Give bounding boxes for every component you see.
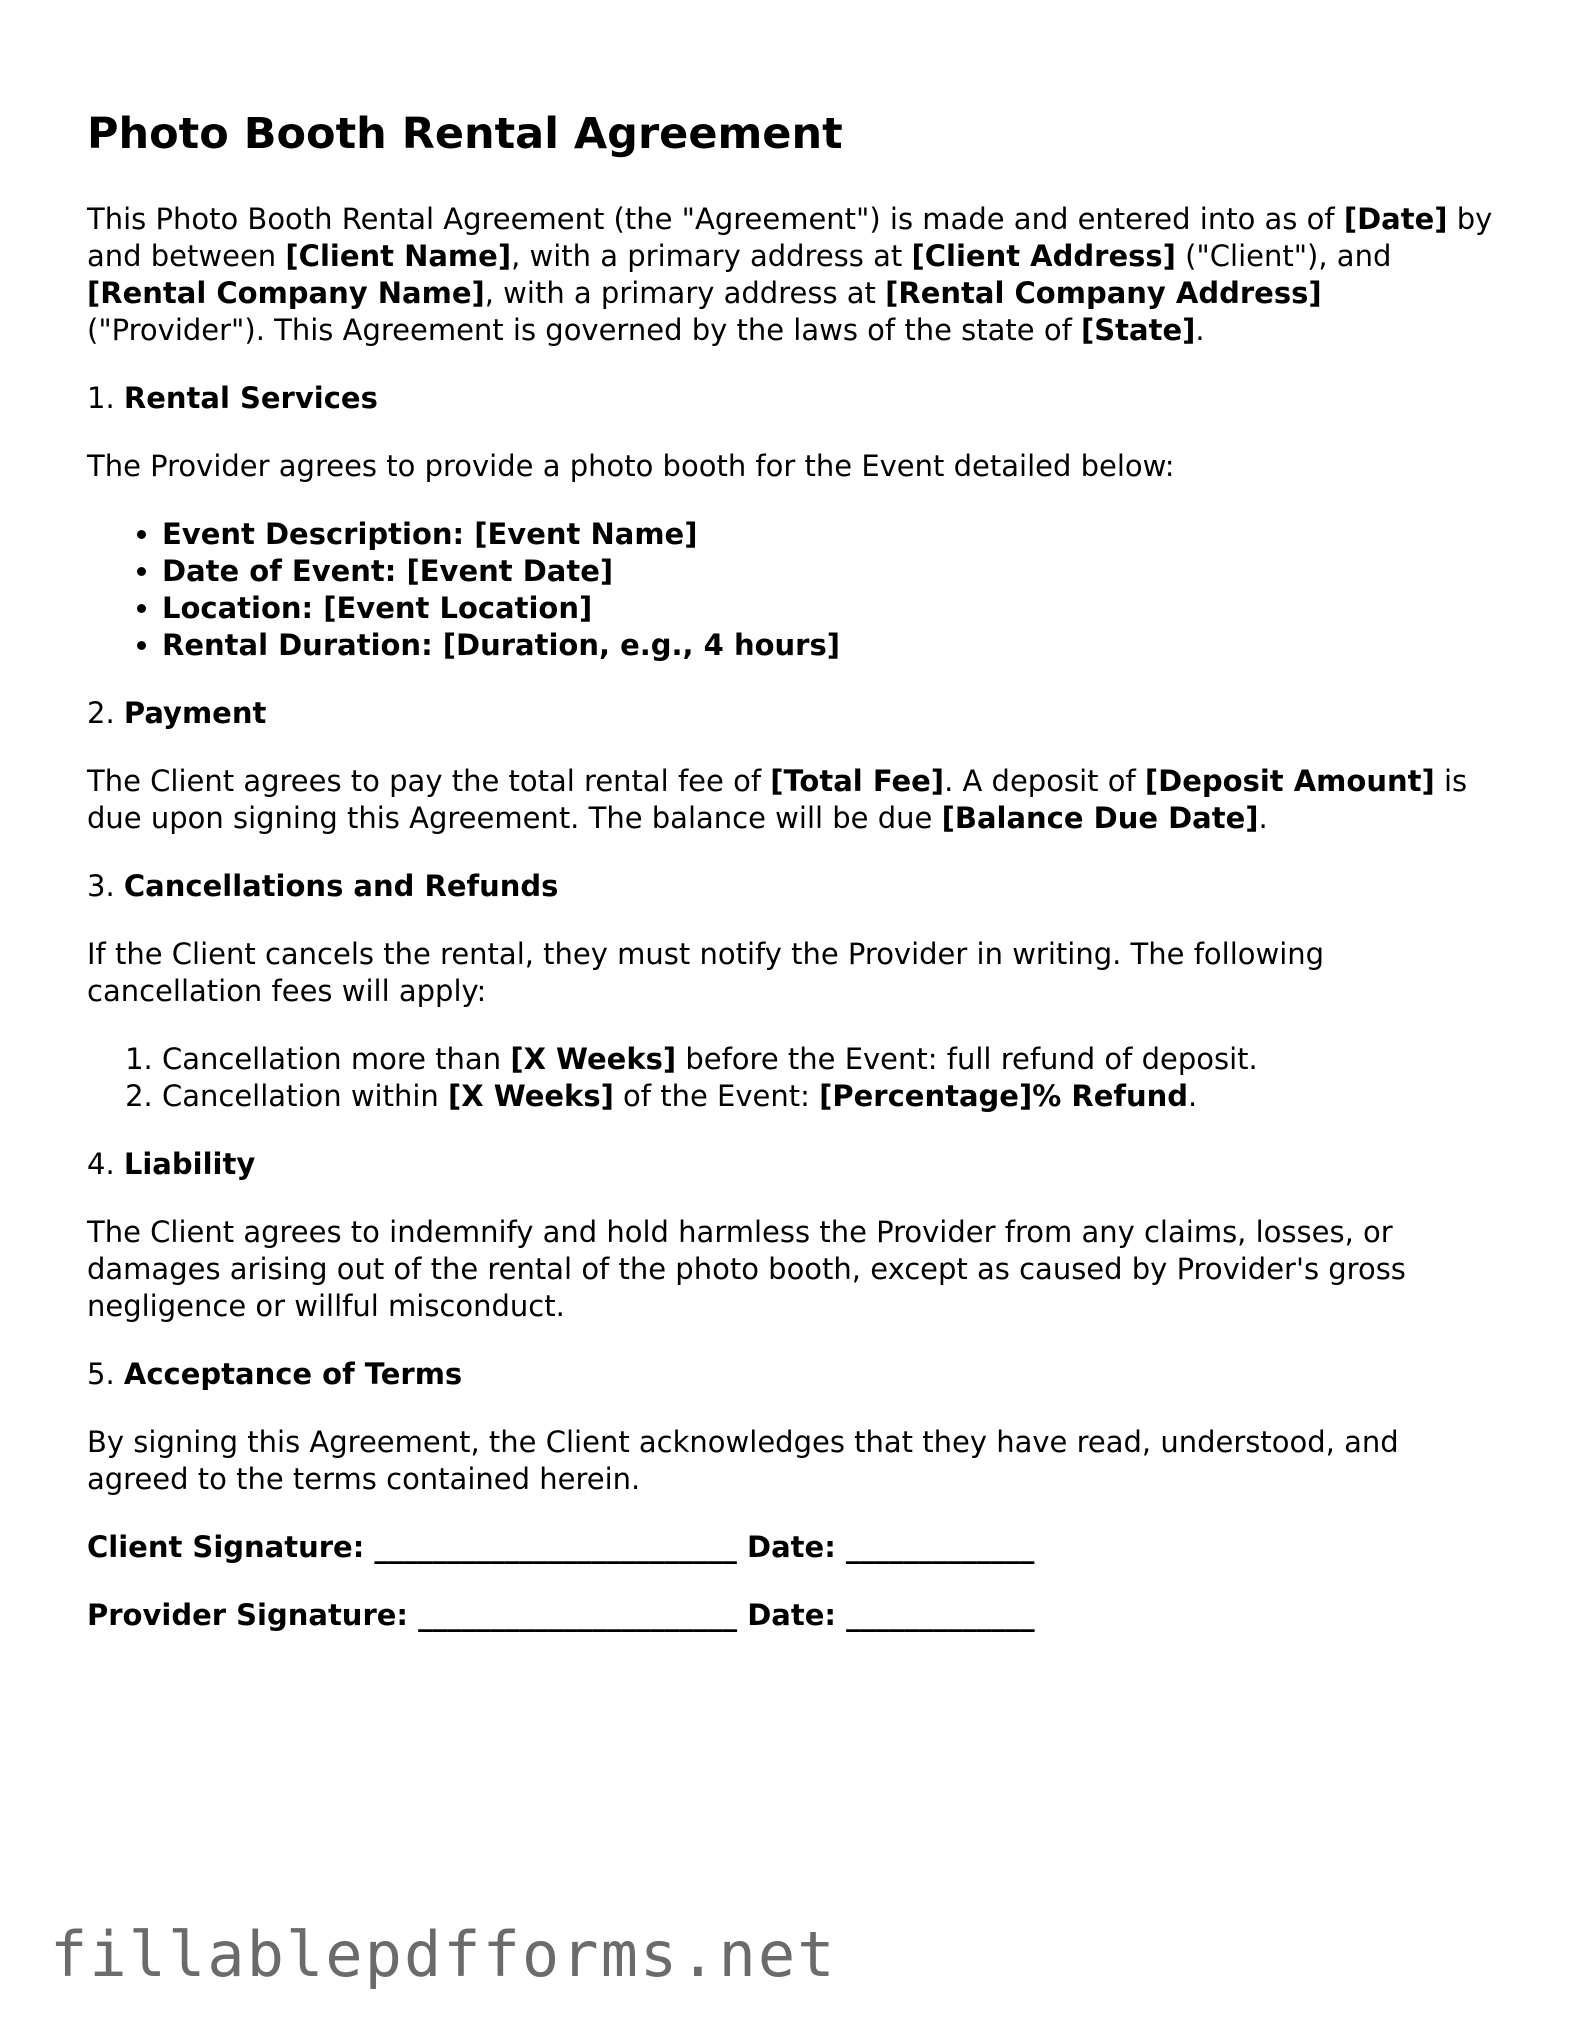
intro-text: , with a primary address at [484,276,886,310]
date-label: Date: [736,1530,846,1564]
placeholder-client-name: [Client Name] [285,239,512,273]
placeholder-weeks: [X Weeks] [510,1042,677,1076]
client-date-field[interactable]: _____________ [845,1530,1035,1564]
placeholder-date: [Date] [1343,202,1448,236]
section-heading-rental-services [87,380,1507,417]
provider-signature-field[interactable]: ______________________ [418,1598,738,1632]
list-item: • Event Description: [Event Name] [162,516,1507,553]
acceptance-text: By signing this Agreement, the Client acknowledges that they have read, understood, and agreed to the terms contained herein. [87,1425,1399,1496]
signature-label: Provider Signature: [87,1598,419,1632]
list-item-text: Cancellation more than [162,1042,511,1076]
list-item: • Location: [Event Location] [162,590,1507,627]
placeholder-state: [State] [1081,313,1196,347]
cancellations-text: If the Client cancels the rental, they must notify the Provider in writing. The following cancellation fees will apply: [87,937,1325,1008]
section-number: 4. [87,1147,124,1181]
section-title: Payment [123,696,267,730]
signature-label: Client Signature: [87,1530,375,1564]
intro-text: ("Client"), and [1175,239,1392,273]
list-item [162,1078,1507,1115]
placeholder-deposit: [Deposit Amount] [1144,764,1435,798]
section-heading-liability [87,1146,1507,1183]
section-title: Cancellations and Refunds [123,869,559,903]
event-details-list [87,516,1507,664]
placeholder-balance-date: [Balance Due Date] [941,801,1259,835]
document [87,104,1507,1634]
list-item-text: . [1188,1079,1198,1113]
liability-text: The Client agrees to indemnify and hold harmless the Provider from any claims, losses, or damages arising out of the rental of the photo booth, except as caused by Provider's gross negligence or willful misconduct. [87,1215,1406,1323]
payment-text-part: . A deposit of [944,764,1145,798]
intro-text: This Photo Booth Rental Agreement (the "Agreement") is made and entered into as of [87,202,1344,236]
section-number: 3. [87,869,124,903]
list-item-text: before the Event: full refund of deposit. [676,1042,1258,1076]
placeholder-company-address: [Rental Company Address] [885,276,1322,310]
client-signature-line [87,1529,1507,1566]
placeholder-client-address: [Client Address] [911,239,1176,273]
list-item-text: of the Event: [613,1079,820,1113]
list-item [162,1041,1507,1078]
payment-text-part: . [1258,801,1268,835]
payment-text [87,763,1507,837]
intro-paragraph [87,201,1507,349]
section-number: 1. [87,381,124,415]
section-heading-acceptance [87,1356,1507,1393]
placeholder-total-fee: [Total Fee] [770,764,945,798]
section-number: 5. [87,1357,124,1391]
section-title: Acceptance of Terms [123,1357,463,1391]
intro-text: by and between [87,202,1493,273]
list-item: • Rental Duration: [Duration, e.g., 4 hours] [162,627,1507,664]
payment-text-part: is due upon signing this Agreement. The balance will be due [87,764,1468,835]
provider-date-field[interactable]: _____________ [846,1598,1035,1632]
client-signature-field[interactable]: _________________________ [374,1530,737,1564]
intro-text: . [1195,313,1205,347]
section-title: Rental Services [123,381,378,415]
section-heading-payment [87,695,1507,732]
list-item: • Date of Event: [Event Date] [162,553,1507,590]
intro-text: , with a primary address at [511,239,912,273]
list-item-text: Cancellation within [162,1079,449,1113]
rental-services-text: The Provider agrees to provide a photo booth for the Event detailed below: [87,449,1175,483]
section-number: 2. [87,696,124,730]
provider-signature-line [87,1597,1507,1634]
placeholder-refund: [Percentage]% Refund [819,1079,1189,1113]
section-title: Liability [123,1147,256,1181]
placeholder-weeks: [X Weeks] [448,1079,614,1113]
page-title: Photo Booth Rental Agreement [87,109,843,159]
cancellation-list [87,1041,1507,1115]
intro-text: ("Provider"). This Agreement is governed by the laws of the state of [87,313,1082,347]
date-label: Date: [737,1598,847,1632]
placeholder-company-name: [Rental Company Name] [87,276,485,310]
payment-text-part: The Client agrees to pay the total rental fee of [87,764,771,798]
section-heading-cancellations [87,868,1507,905]
watermark: fillablepdfforms.net [50,1918,837,1991]
